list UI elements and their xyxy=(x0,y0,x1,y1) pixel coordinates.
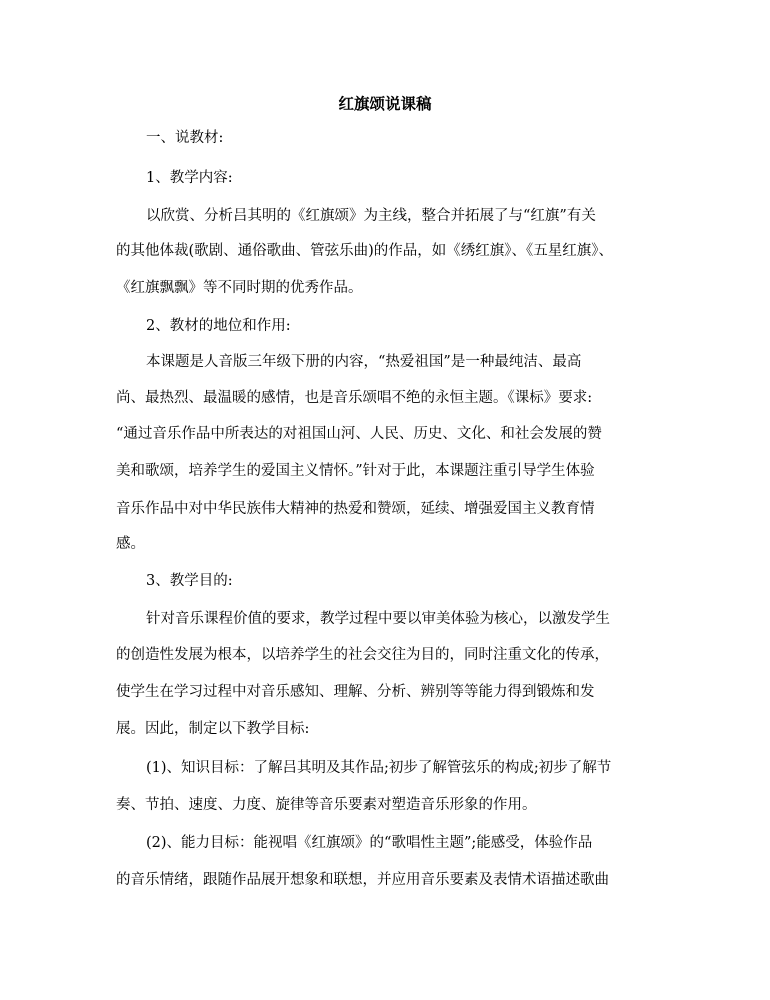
paragraph-line: (2)、能力目标：能视唱《红旗颂》的“歌唱性主题”;能感受，体验作品 xyxy=(146,835,593,851)
paragraph-line: 本课题是人音版三年级下册的内容，“热爱祖国”是一种最纯洁、最高 xyxy=(146,354,582,370)
paragraph-line: 奏、节拍、速度、力度、旋律等音乐要素对塑造音乐形象的作用。 xyxy=(116,797,537,813)
paragraph-line: 展。因此，制定以下教学目标: xyxy=(116,721,310,737)
paragraph-line: 音乐作品中对中华民族伟大精神的热爱和赞颂，延续、增强爱国主义教育情 xyxy=(116,501,595,517)
paragraph-line: 的音乐情绪，跟随作品展开想象和联想，并应用音乐要素及表情术语描述歌曲 xyxy=(116,872,609,888)
paragraph-line: 的其他体裁(歌剧、通俗歌曲、管弦乐曲)的作品，如《绣红旗》、《五星红旗》、 xyxy=(116,243,614,259)
subheading-teaching-content: 1、教学内容: xyxy=(146,170,233,186)
subheading-teaching-goals: 3、教学目的: xyxy=(146,573,233,589)
document-title: 红旗颂说课稿 xyxy=(338,94,432,113)
paragraph-line: 使学生在学习过程中对音乐感知、理解、分析、辨别等等能力得到锻炼和发 xyxy=(116,684,595,700)
paragraph-line: 感。 xyxy=(116,536,145,552)
paragraph-line: 《红旗飘飘》等不同时期的优秀作品。 xyxy=(116,280,363,296)
paragraph-line: (1)、知识目标：了解吕其明及其作品;初步了解管弦乐的构成;初步了解节 xyxy=(146,760,612,776)
paragraph-line: 美和歌颂，培养学生的爱国主义情怀。”针对于此，本课题注重引导学生体验 xyxy=(116,463,595,479)
paragraph-line: 针对音乐课程价值的要求，教学过程中要以审美体验为核心，以激发学生 xyxy=(146,611,610,627)
paragraph-line: 以欣赏、分析吕其明的《红旗颂》为主线，整合并拓展了与“红旗”有关 xyxy=(146,208,596,224)
paragraph-line: “通过音乐作品中所表达的对祖国山河、人民、历史、文化、和社会发展的赞 xyxy=(116,426,602,442)
subheading-textbook-role: 2、教材的地位和作用: xyxy=(146,318,291,334)
section-heading-textbook: 一、说教材: xyxy=(146,130,224,146)
paragraph-line: 的创造性发展为根本，以培养学生的社会交往为目的，同时注重文化的传承， xyxy=(116,647,609,663)
paragraph-line: 尚、最热烈、最温暖的感情，也是音乐颂唱不绝的永恒主题。《课标》要求: xyxy=(116,390,593,406)
